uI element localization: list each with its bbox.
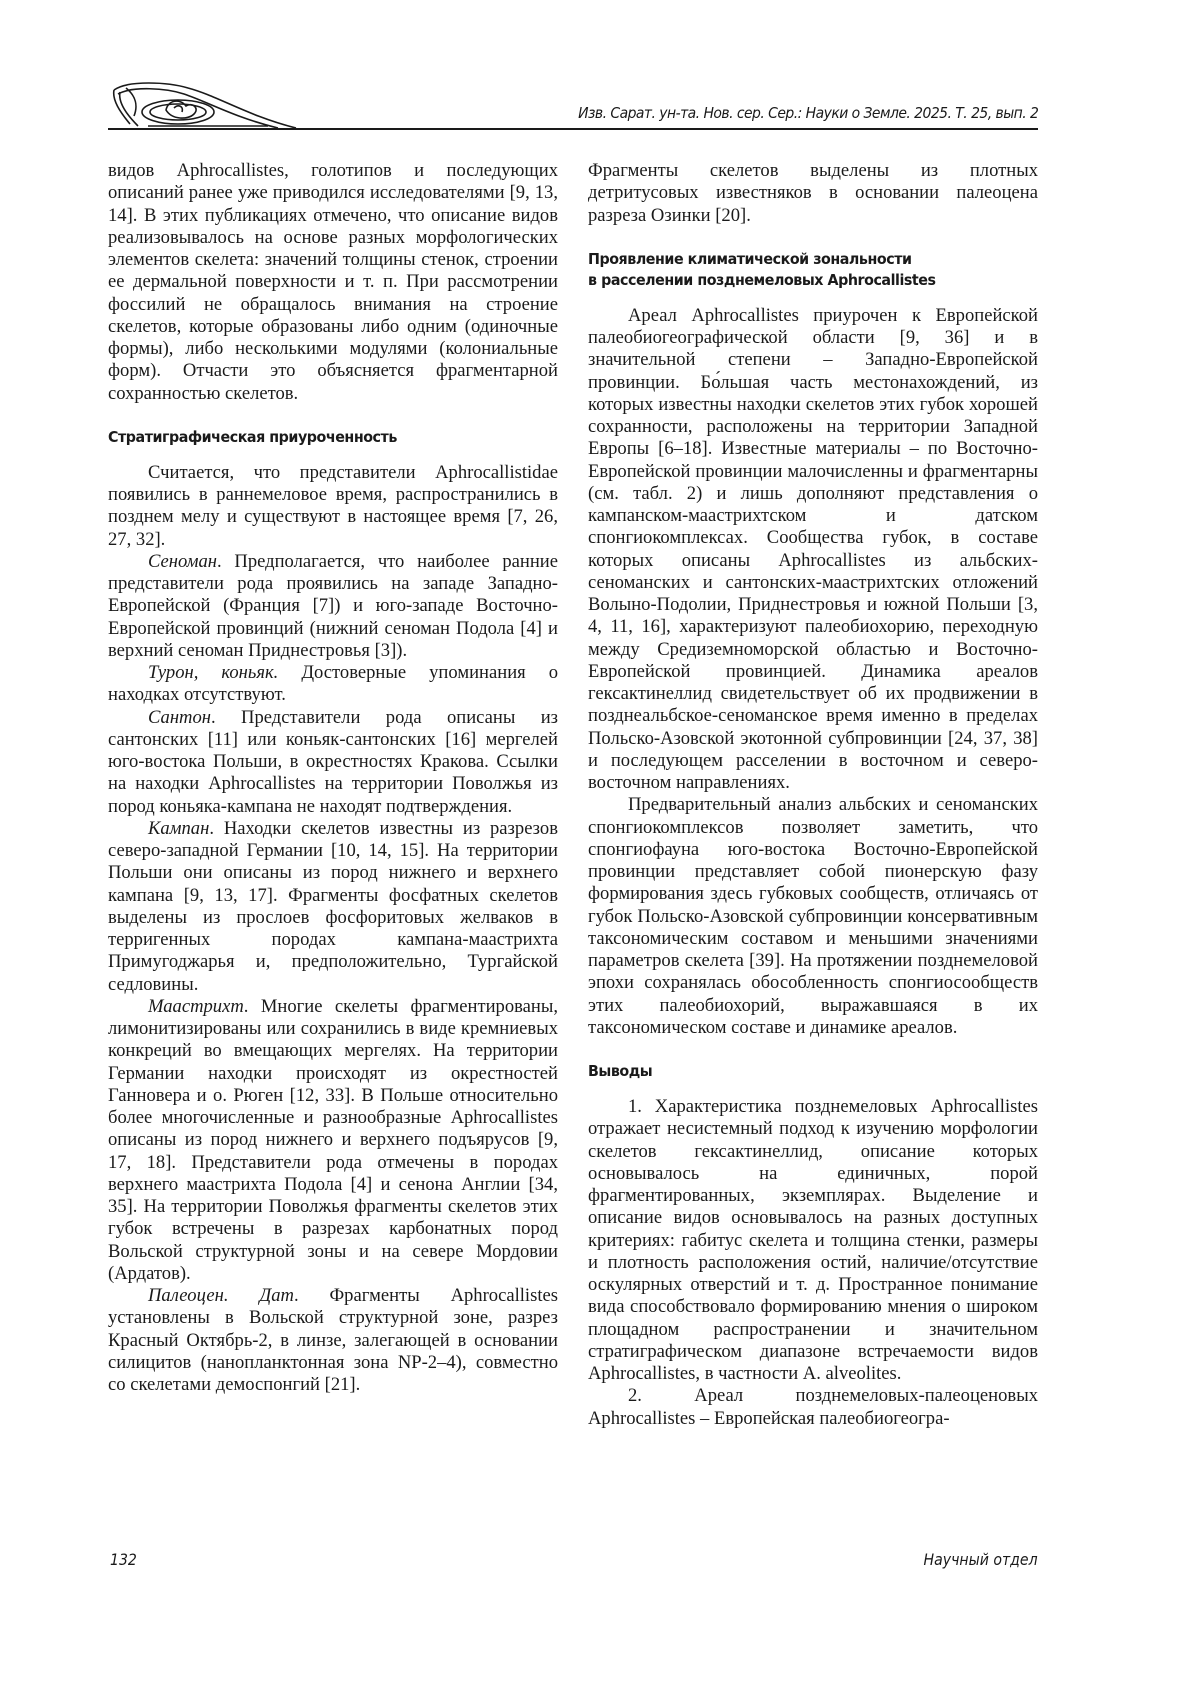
paragraph-paleocene — [108, 1285, 558, 1396]
journal-ornament-logo-icon — [108, 80, 298, 130]
paragraph-maastricht — [108, 996, 558, 1285]
paragraph-continuation: Фрагменты скелетов выделены из плотных детритусовых известняков в основании палеоцена разреза Озинки [20]. — [588, 160, 1038, 226]
stage-text-campan: . Находки скелетов известны из разрезов северо-западной Германии [10, 14, 15]. На территории Польши они описаны из пород нижнего и верхнего кампана [9, 13, 17]. Фрагменты фосфатных скелетов выделены из прослоев фосфоритовых желваков в терригенных породах кампана-маастрихта Примугоджарья и, предположительно, Тургайской седловины. — [108, 817, 558, 995]
stage-label-maastricht: Маастрихт — [148, 995, 244, 1017]
paragraph-santon — [108, 707, 558, 818]
paragraph-turon — [108, 662, 558, 707]
heading-climate-line1: Проявление климатической зональности — [588, 249, 912, 268]
heading-climate-line2: в расселении позднемеловых Aphrocallistes — [588, 270, 936, 289]
journal-reference: Изв. Сарат. ун-та. Нов. сер. Сер.: Науки о Земле. 2025. Т. 25, вып. 2 — [577, 104, 1038, 122]
stage-text-paleocene: . Фрагменты Aphrocallistes установлены в Вольской структурной зоне, разрез Красный Октябрь-2, в линзе, залегающей в основании силицитов (нанопланктонная зона NP-2–4), совместно со скелетами демоспонгий [21]. — [108, 1285, 558, 1395]
paragraph-conclusion-2: 2. Ареал позднемеловых-палеоценовых Aphrocallistes – Европейская палеобиогеогра- — [588, 1385, 1038, 1429]
stage-label-campan: Кампан — [148, 817, 210, 839]
stage-label-paleocene: Палеоцен. Дат — [148, 1285, 294, 1306]
page-number: 132 — [110, 1550, 137, 1569]
paragraph-conclusion-1: 1. Характеристика позднемеловых Aphrocallistes отражает несистемный подход к изучению морфологии скелетов гексактинеллид, описание которых основывалось на единичных, порой фрагментированных, экземплярах. Выделение и описание видов основывалось на разных доступных критериях: габитус скелета и толщина стенки, размеры и плотность расположения остий, наличие/отсутствие оскулярных отверстий и т. д. Пространное понимание вида способствовало формированию мнения о широком площадном распространении и значительном стратиграфическом диапазоне встречаемости видов Aphrocallistes, в частности A. alveolites. — [588, 1096, 1038, 1384]
heading-conclusions: Выводы — [588, 1062, 653, 1080]
stage-text-santon: . Представители рода описаны из сантонских [11] или коньяк-сантонских [16] мергелей юго-востока Польши, в окрестностях Кракова. Ссылки на находки Aphrocallistes на территории Поволжья из пород коньяка-кампана не находят подтверждения. — [108, 706, 558, 817]
stage-text-cenoman: . Предполагается, что наиболее ранние представители рода проявились на западе Западно-Европейской (Франция [7]) и юго-западе Восточно-Европейской провинций (нижний сеноман Подола [4] и верхний сеноман Приднестровья [3]). — [108, 550, 558, 661]
paragraph-areal: Ареал Aphrocallistes приурочен к Европейской палеобиогеографической области [9, 36] и в значительной степени – Западно-Европейской провинции. Бо́льшая часть местонахождений, из которых известны находки скелетов этих губок хорошей сохранности, расположены на территории Западной Европы [6–18]. Известные материалы – по Восточно-Европейской провинции малочисленны и фрагментарны (см. табл. 2) и лишь дополняют представления о кампанском-маастрихтском и датском спонгиокомплексах. Сообщества губок, в составе которых описаны Aphrocallistes из альбских-сеноманских и сантонских-маастрихтских отложений Волыно-Подолии, Приднестровья и южной Польши [3, 4, 11, 16], характеризуют палеобиохорию, переходную между Средиземноморской областью и Восточно-Европейской провинцией. Динамика ареалов гексактинеллид свидетельствует об их продвижении в позднеальбское-сеноманское время именно в пределах Польско-Азовской экотонной субпровинции [24, 37, 38] и последующем расселении в восточном и северо-восточном направлениях. — [588, 304, 1038, 793]
left-column — [108, 160, 558, 1396]
right-column — [588, 160, 1038, 1430]
stage-text-turon: Достоверные упоминания о находках отсутствуют. — [108, 662, 558, 706]
paragraph-cenoman — [108, 551, 558, 662]
stage-label-turon: Турон, коньяк. — [148, 662, 279, 683]
paragraph-preliminary: Предварительный анализ альбских и сеноманских спонгиокомплексов позволяет заметить, что спонгиофауна юго-востока Восточно-Европейской провинции представляет собой пионерскую фазу формирования здесь губковых сообществ, отличаясь от губок Польско-Азовской субпровинции консервативным таксономическим составом и меньшими значениями параметров скелета [39]. На протяжении позднемеловой эпохи сохранялась обособленность спонгиосообществ этих палеобиохорий, выражавшаяся в их таксономическом составе и динамике ареалов. — [588, 794, 1038, 1038]
paragraph-intro: видов Aphrocallistes, голотипов и последующих описаний ранее уже приводился исследователями [9, 13, 14]. В этих публикациях отмечено, что описание видов реализовывалось на основе разных морфологических элементов скелета: значений толщины стенок, строении ее дермальной поверхности и т. п. При рассмотрении фоссилий не обращалось внимания на строение скелетов, которые образованы либо одним (одиночные формы), либо несколькими модулями (колониальные форм). Отчасти это объясняется фрагментарной сохранностью скелетов. — [108, 160, 558, 404]
stage-text-maastricht: . Многие скелеты фрагментированы, лимонитизированы или сохранились в виде кремниевых конкреций во вмещающих мергелях. На территории Германии находки происходят из окрестностей Ганновера и о. Рюген [12, 33]. В Польше относительно более многочисленные и разнообразные Aphrocallistes описаны из пород нижнего и верхнего подъярусов [9, 17, 18]. Представители рода отмечены в породах верхнего маастрихта Подола [4] и сенона Англии [34, 35]. На территории Поволжья фрагменты скелетов этих губок встречены в разрезах карбонатных пород Вольской структурной зоны и на севере Мордовии (Ардатов). — [108, 995, 558, 1284]
paragraph-campan — [108, 818, 558, 996]
stage-label-santon: Сантон — [148, 706, 211, 728]
header-rule — [108, 128, 1038, 130]
heading-stratigraphic: Стратиграфическая приуроченность — [108, 427, 397, 446]
section-name: Научный отдел — [923, 1550, 1038, 1569]
paragraph-strat-intro: Считается, что представители Aphrocallistidae появились в раннемеловое время, распространились в позднем мелу и существуют в настоящее время [7, 26, 27, 32]. — [108, 461, 558, 550]
stage-label-cenoman: Сеноман — [148, 550, 217, 572]
running-header — [108, 78, 1038, 130]
